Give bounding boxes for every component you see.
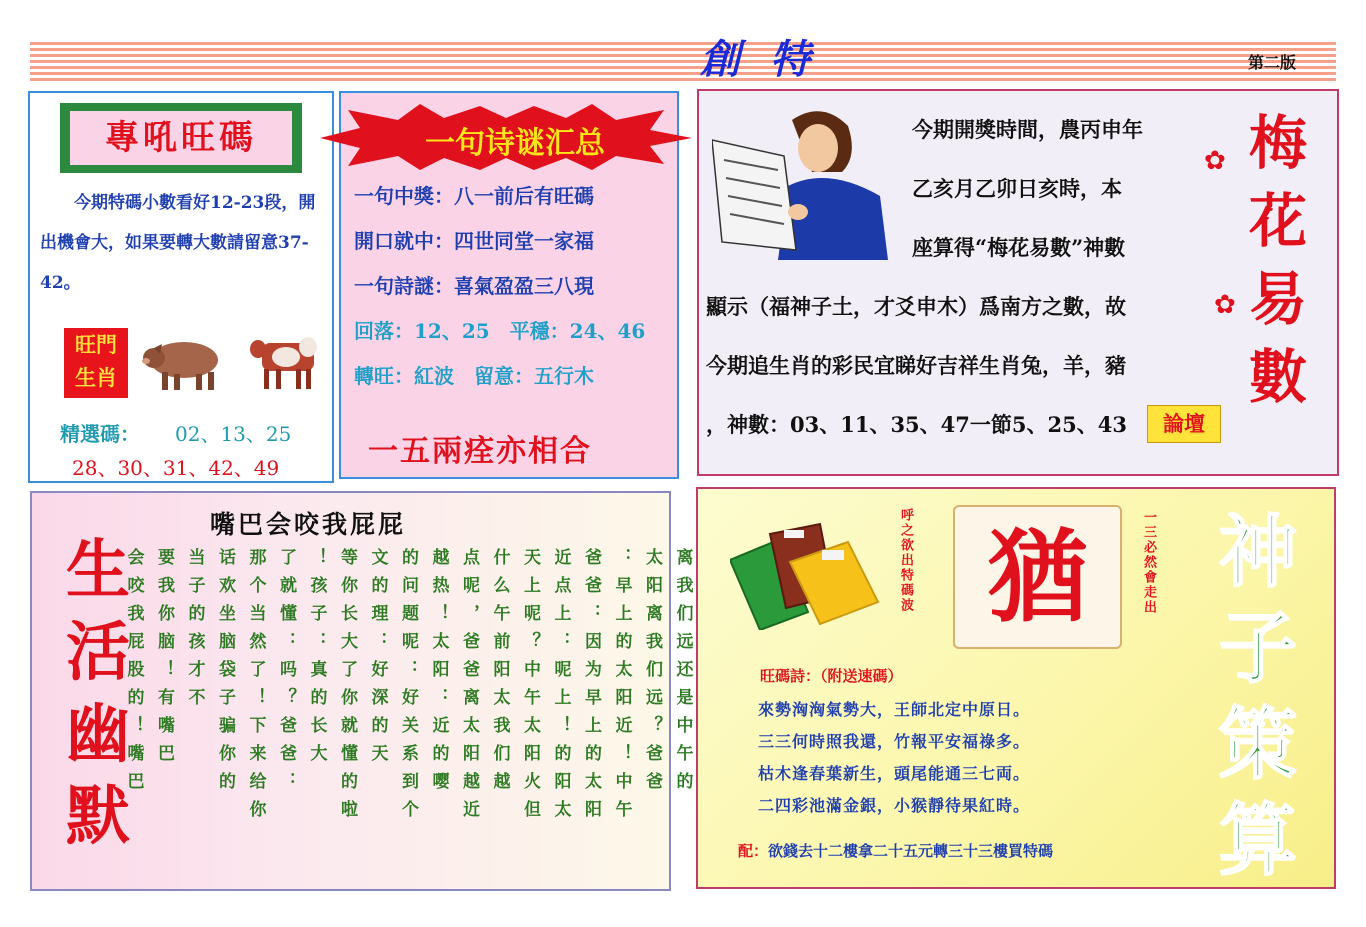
lucky-title: 專吼旺碼 [70,111,292,165]
god-title-char: 算 [1218,795,1297,886]
god-title-char: 策 [1218,699,1297,790]
poem-lines [758,697,1030,825]
plum-text-line: 今期追生肖的彩民宜睇好吉祥生肖兔，羊，豬 [706,353,1126,378]
poem-line: 枯木逢春葉新生，頭尾能通三七両。 [758,764,1031,783]
god-title-char: 子 [1218,603,1297,694]
plum-title-char: 數 [1248,343,1307,411]
joke-column: ！孩子：真的长大 [306,548,327,772]
riddle-line [354,315,674,360]
life-title-char: 活 [66,615,130,690]
riddle-label: 一句詩謎： [354,274,454,298]
joke-column: 什么午前阳太我们越 [489,548,510,800]
riddle-value: 留意：五行木 [474,364,594,388]
riddle-value: 平穩：24、46 [509,319,646,343]
joke-column: 那个当然了！下来给你 [245,548,266,828]
plum-text-line: 今期開獎時間，農丙申年 [912,117,1143,142]
riddle-value: 八一前后有旺碼 [454,184,594,208]
riddle-value: 四世同堂一家福 [454,229,594,253]
plum-text-line: 乙亥月乙卯日亥時，本 [912,176,1122,201]
cow-icon [248,327,320,393]
selected-numbers-row-2: 28、30、31、42、49 [72,456,280,480]
joke-column: 当子的孩才不 [184,548,205,716]
life-title-char: 默 [66,779,130,854]
plum-blossom-text [706,100,1206,454]
joke-column: 的问题呢：好关系到个 [398,548,418,828]
match-line [738,840,1053,861]
joke-column: 文的理：好深的天 [367,548,388,772]
badge-line-1: 旺門 [75,332,117,357]
riddle-line [354,180,674,225]
life-title-char: 生 [66,533,130,608]
zodiac-character: 猶 [953,505,1122,649]
life-title-char: 幽 [66,697,130,772]
poem-line: 來勢洶洶氣勢大，王師北定中原日。 [758,700,1031,719]
poem-line: 三三何時照我還，竹報平安福祿多。 [758,732,1031,751]
joke-column: 会咬我屁股的！嘴巴 [123,548,144,800]
joke-column: 越热！太阳：近的嘤 [428,548,449,800]
vertical-hint-right: 一三必然會走出 [1141,510,1156,615]
joke-column: 爸爸：因为早上的太阳 [581,548,601,828]
lucky-zodiac-badge [64,328,128,398]
forum-badge: 論壇 [1147,405,1221,443]
god-title-char: 神 [1218,507,1297,598]
joke-column: 近点上：呢上！的阳太 [550,548,571,828]
plum-title-char: 易 [1248,265,1307,333]
riddle-label: 一句中獎： [354,184,454,208]
vertical-hint-left: 呼之欲出特碼波 [898,508,913,613]
riddle-label: 轉旺：紅波 [354,364,454,388]
badge-line-2: 生肖 [75,365,117,390]
riddle-value: 喜氣盈盈三八現 [454,274,594,298]
riddle-label: 回落：12、25 [354,319,490,343]
riddle-line [354,360,674,405]
joke-column: 等你长大了你就懂的啦 [337,548,357,828]
joke-column: ：早上的太阳近！中午 [611,548,632,828]
joke-column: 天上呢？中午太阳火但 [520,548,540,828]
riddle-lines [354,180,674,405]
selected-numbers-row-1: 02、13、25 [175,422,292,446]
joke-columns [118,548,728,888]
plum-text-line: 座算得“梅花易數”神數 [912,235,1126,260]
plum-text-line: 顯示（福神子土，才爻申木）爲南方之數，故 [706,294,1126,319]
books-icon [730,520,880,630]
riddle-line [354,270,674,315]
joke-column: 了就懂：吗？爸爸： [276,548,296,800]
riddle-line [354,225,674,270]
plum-side-title [1243,104,1313,416]
plum-title-char: 梅 [1248,109,1307,177]
selected-numbers-label: 精選碼： [60,422,140,446]
joke-column: 离我们远还是中午的 [672,548,693,800]
match-label: 配： [738,842,769,860]
match-text: 欲錢去十二樓拿二十五元轉三十三樓買特碼 [768,842,1054,860]
joke-column: 话欢坐脑袋子骗你的 [215,548,235,800]
god-strategy-side-title [1198,505,1318,889]
joke-column: 点呢，爸爸离太阳越近 [459,548,479,828]
riddle-slogan: 一五兩痊亦相合 [368,434,592,469]
header-stripes [30,42,1336,82]
joke-title: 嘴巴会咬我屁屁 [210,510,407,539]
lucky-body-text: 今期特碼小數看好12-23段，開出機會大，如果要轉大數請留意37-42。 [40,193,316,293]
pig-icon [140,330,224,394]
riddle-label: 開口就中： [354,229,454,253]
flower-icon: ✿ [1204,146,1226,176]
joke-column: 太阳离我们远？爸爸 [642,548,662,800]
poem-label: 旺碼詩：（附送速碼） [760,667,903,685]
flower-icon: ✿ [1214,290,1236,320]
joke-column: 要我你脑！有嘴巴 [154,548,174,772]
riddle-banner-title: 一句诗谜汇总 [425,126,605,161]
edition-label: 第二版 [1248,53,1297,72]
plum-text-line: ，神數：03、11、35、47一節5、25、43 [706,412,1127,437]
plum-title-char: 花 [1248,187,1307,255]
poem-line: 二四彩池滿金銀，小猴靜待果紅時。 [758,796,1031,815]
page-title: 創特 [700,36,840,83]
